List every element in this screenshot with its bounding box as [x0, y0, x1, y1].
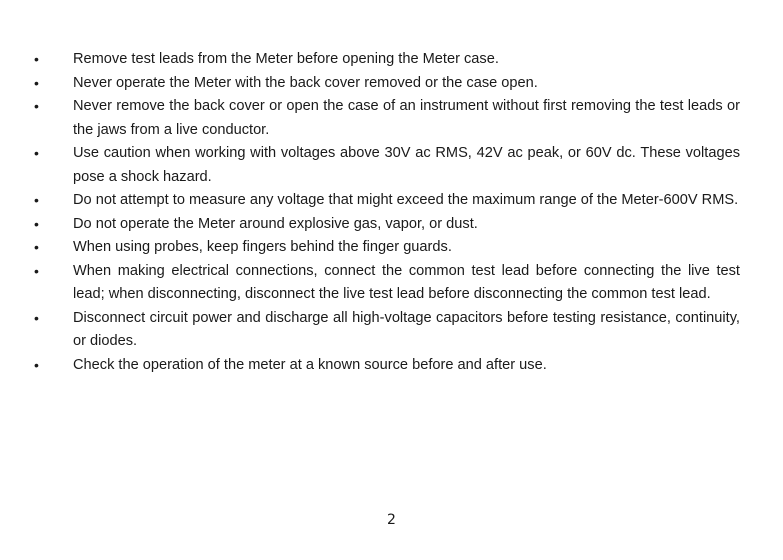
bullet-text: Do not attempt to measure any voltage that might exceed the maximum range of the Meter-600V RMS. — [73, 192, 739, 208]
bullet-item — [34, 142, 740, 189]
bullet-item — [34, 72, 740, 96]
bullet-item — [34, 213, 740, 237]
bullet-marker: • — [34, 309, 39, 326]
bullet-marker: • — [34, 145, 39, 161]
bullet-marker: • — [34, 356, 39, 373]
bullet-marker: • — [34, 51, 39, 67]
bullet-item — [34, 260, 740, 307]
bullet-text: Use caution when working with voltages above 30V ac RMS, 42V ac peak, or 60V dc. These voltages pose a shock hazard. — [73, 145, 740, 185]
bullet-text: Check the operation of the meter at a known source before and after use. — [73, 356, 547, 373]
bullet-text: Never remove the back cover or open the case of an instrument without first removing the test leads or the jaws from a live conductor. — [73, 98, 740, 138]
bullet-text: Do not operate the Meter around explosive gas, vapor, or dust. — [73, 215, 478, 232]
bullet-text: Never operate the Meter with the back cover removed or the case open. — [73, 74, 538, 91]
bullet-text: When making electrical connections, connect the common test lead before connecting the live test lead; when disconnecting, disconnect the live test lead before disconnecting the common test lead. — [73, 262, 740, 302]
bullet-text: When using probes, keep fingers behind the finger guards. — [73, 239, 452, 255]
bullet-marker: • — [34, 262, 39, 279]
bullet-marker: • — [34, 192, 39, 208]
page-number: 2 — [387, 512, 396, 528]
bullet-item — [34, 95, 740, 142]
bullet-item — [34, 48, 740, 72]
bullet-marker: • — [34, 239, 39, 255]
bullet-marker: • — [34, 98, 39, 114]
bullet-text: Remove test leads from the Meter before opening the Meter case. — [73, 51, 499, 67]
bullet-item — [34, 189, 740, 213]
safety-bullet-list — [34, 48, 740, 377]
bullet-text: Disconnect circuit power and discharge all high-voltage capacitors before testing resistance, continuity, or diodes. — [73, 309, 740, 349]
bullet-marker: • — [34, 215, 39, 232]
bullet-item — [34, 354, 740, 378]
bullet-item — [34, 236, 740, 260]
bullet-marker: • — [34, 74, 39, 91]
bullet-item — [34, 307, 740, 354]
